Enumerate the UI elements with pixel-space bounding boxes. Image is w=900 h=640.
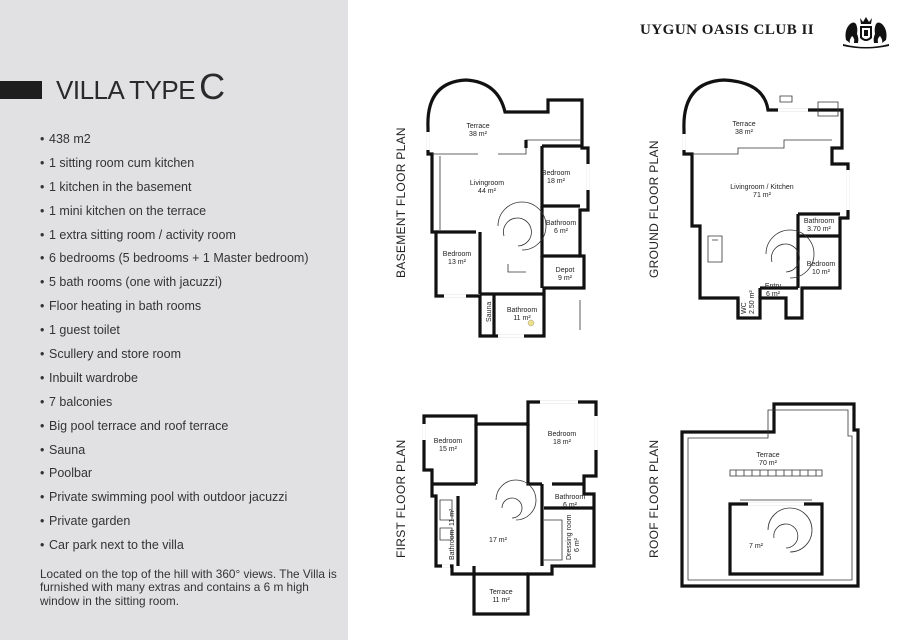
- feature-text: Big pool terrace and roof terrace: [49, 418, 229, 433]
- room-area: 38 m²: [735, 129, 753, 136]
- feature-item: [40, 224, 309, 248]
- room-area: 6 m²: [554, 228, 568, 235]
- room-name: Bathroom: [803, 218, 835, 225]
- room-name: Depot: [555, 267, 575, 274]
- feature-text: Scullery and store room: [49, 347, 182, 362]
- room-name: Bathroom: [506, 307, 538, 314]
- bullet-icon: •: [40, 370, 45, 385]
- room-area: 3.70 m²: [807, 226, 831, 233]
- room-name: Bedroom: [433, 438, 463, 445]
- feature-item: [40, 247, 309, 271]
- feature-text: 6 bedrooms (5 bedrooms + 1 Master bedroom): [49, 251, 309, 266]
- feature-item: [40, 271, 309, 295]
- feature-text: Private swimming pool with outdoor jacuzzi: [49, 490, 288, 505]
- bullet-icon: •: [40, 227, 45, 242]
- bullet-icon: •: [40, 251, 45, 266]
- room-name: Terrace: [732, 121, 756, 128]
- bullet-icon: •: [40, 514, 45, 529]
- room-area: 38 m²: [469, 131, 487, 138]
- feature-item: [40, 486, 309, 510]
- room-name: WC: [741, 302, 748, 314]
- feature-item: [40, 439, 309, 463]
- villa-description: Located on the top of the hill with 360° views. The Villa is furnished with many extras and contains a 6 m high window in the sitting room.: [40, 567, 337, 608]
- bullet-icon: •: [40, 179, 45, 194]
- feature-item: [40, 152, 309, 176]
- title-letter: C: [199, 66, 226, 107]
- bullet-icon: •: [40, 155, 45, 170]
- feature-text: 1 guest toilet: [49, 323, 120, 338]
- feature-list: [40, 128, 309, 558]
- basement-plan-label: BASEMENT FLOOR PLAN: [394, 127, 408, 278]
- room-name: Bathroom: [545, 220, 577, 227]
- feature-item: [40, 391, 309, 415]
- feature-item: [40, 319, 309, 343]
- room-area: 71 m²: [753, 192, 771, 199]
- bullet-icon: •: [40, 466, 45, 481]
- feature-text: 1 sitting room cum kitchen: [49, 155, 195, 170]
- feature-item: [40, 343, 309, 367]
- bullet-icon: •: [40, 299, 45, 314]
- room-area: 44 m²: [478, 188, 496, 195]
- feature-text: 1 kitchen in the basement: [49, 179, 192, 194]
- room-name: Sauna: [486, 301, 493, 322]
- bullet-icon: •: [40, 538, 45, 553]
- feature-text: 438 m2: [49, 132, 91, 146]
- room-name: Terrace: [756, 452, 780, 459]
- bullet-icon: •: [40, 490, 45, 505]
- bullet-icon: •: [40, 275, 45, 290]
- title-accent-bar: [0, 81, 42, 99]
- feature-text: Floor heating in bath rooms: [49, 299, 202, 314]
- room-area: 10 m²: [812, 269, 830, 276]
- feature-text: Car park next to the villa: [49, 538, 184, 553]
- room-name: Bedroom: [806, 261, 836, 268]
- bullet-icon: •: [40, 442, 45, 457]
- feature-item: [40, 462, 309, 486]
- room-name: Bathroom: [554, 494, 586, 501]
- feature-item: [40, 534, 309, 558]
- ground-plan-label: GROUND FLOOR PLAN: [647, 140, 661, 278]
- bullet-icon: •: [40, 323, 45, 338]
- feature-text: Private garden: [49, 514, 131, 529]
- bullet-icon: •: [40, 418, 45, 433]
- bullet-icon: •: [40, 132, 45, 146]
- room-area: 70 m²: [759, 460, 777, 467]
- feature-item: [40, 128, 309, 152]
- room-area: 2.50 m²: [749, 290, 756, 314]
- room-name: Livingroom / Kitchen: [730, 184, 794, 191]
- basement-floor-plan: [428, 80, 588, 336]
- room-name: Bedroom: [547, 431, 577, 438]
- room-area: 6 m²: [563, 502, 577, 509]
- feature-item: [40, 367, 309, 391]
- title-prefix: VILLA TYPE: [56, 75, 196, 105]
- room-area: 11 m²: [513, 315, 531, 322]
- feature-item: [40, 200, 309, 224]
- feature-item: [40, 295, 309, 319]
- bullet-icon: •: [40, 347, 45, 362]
- room-name: Dressing room: [566, 514, 573, 560]
- bullet-icon: •: [40, 394, 45, 409]
- feature-text: 7 balconies: [49, 394, 113, 409]
- bullet-icon: •: [40, 203, 45, 218]
- room-area: 9 m²: [558, 275, 572, 282]
- room-area: 15 m²: [439, 446, 457, 453]
- room-name: Entry: [764, 283, 782, 290]
- room-area: 7 m²: [749, 543, 763, 550]
- page-title: [56, 66, 225, 108]
- feature-text: 5 bath rooms (one with jacuzzi): [49, 275, 222, 290]
- first-plan-label: FIRST FLOOR PLAN: [394, 439, 408, 558]
- feature-item: [40, 176, 309, 200]
- sidebar-panel: [0, 0, 348, 640]
- feature-item: [40, 510, 309, 534]
- roof-plan-label: ROOF FLOOR PLAN: [647, 439, 661, 558]
- feature-item: [40, 415, 309, 439]
- floor-plans: [348, 0, 900, 640]
- room-name: Terrace: [466, 123, 490, 130]
- room-name: Terrace: [489, 589, 513, 596]
- room-area: 11 m²: [449, 508, 456, 526]
- room-name: Bathroom: [449, 529, 456, 560]
- feature-text: Poolbar: [49, 466, 93, 481]
- feature-text: Inbuilt wardrobe: [49, 370, 138, 385]
- brand-name: UYGUN OASIS CLUB II: [640, 22, 815, 38]
- room-area: 13 m²: [448, 259, 466, 266]
- room-area: 6 m²: [574, 538, 581, 552]
- room-area: 11 m²: [492, 597, 510, 604]
- feature-text: 1 mini kitchen on the terrace: [49, 203, 207, 218]
- feature-text: Sauna: [49, 442, 86, 457]
- room-area: 17 m²: [489, 537, 507, 544]
- room-name: Bedroom: [442, 251, 472, 258]
- room-area: 18 m²: [553, 439, 571, 446]
- roof-floor-plan: [682, 404, 858, 586]
- room-name: Bedroom: [541, 170, 571, 177]
- room-area: 6 m²: [766, 291, 780, 298]
- feature-text: 1 extra sitting room / activity room: [49, 227, 236, 242]
- room-name: Livingroom: [469, 180, 505, 187]
- room-area: 18 m²: [547, 178, 565, 185]
